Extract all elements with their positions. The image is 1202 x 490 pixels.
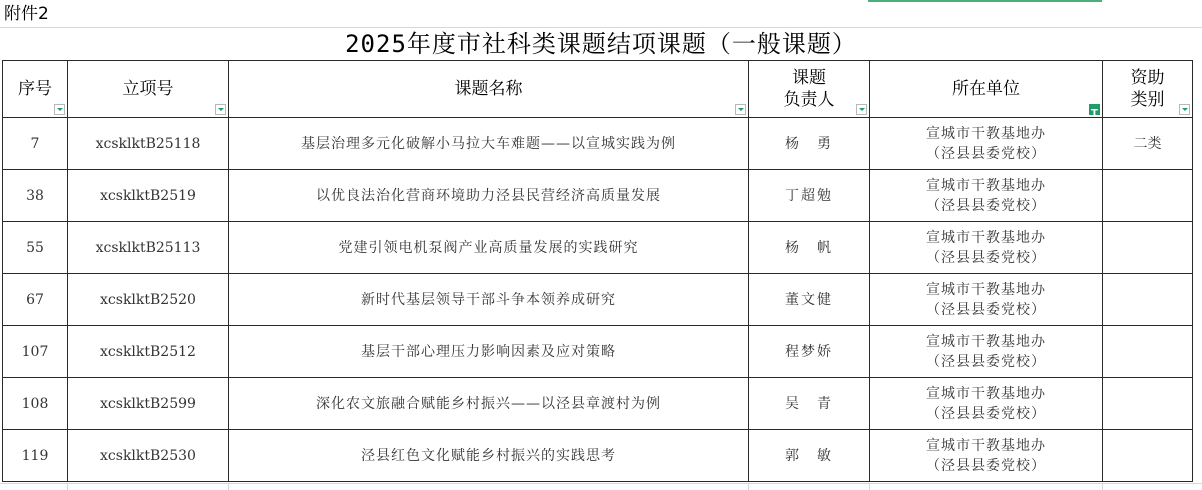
cell-seq[interactable]: 107 [3,326,68,378]
cell-funding[interactable] [1103,170,1193,222]
cell-unit-line1: 宣城市干教基地办 [926,385,1046,402]
cell-code[interactable]: xcsklktB2512 [68,326,229,378]
header-leader-label-line1: 课题 [792,68,826,88]
row-gridline [0,483,1202,484]
table-row [3,274,1193,326]
header-code[interactable] [68,61,229,118]
column-gridline [748,483,749,490]
cell-unit-line2: （泾县县委党校） [926,405,1046,422]
cell-unit[interactable] [870,118,1103,170]
filter-dropdown-icon[interactable] [215,104,226,115]
header-name[interactable] [229,61,749,118]
cell-leader[interactable]: 杨 帆 [749,222,870,274]
cell-seq[interactable]: 67 [3,274,68,326]
cell-name[interactable]: 以优良法治化营商环境助力泾县民营经济高质量发展 [229,170,749,222]
cell-funding[interactable] [1103,222,1193,274]
cell-seq[interactable]: 119 [3,430,68,482]
cell-name[interactable]: 深化农文旅融合赋能乡村振兴——以泾县章渡村为例 [229,378,749,430]
table-row [3,170,1193,222]
header-seq[interactable] [3,61,68,118]
filter-active-icon[interactable] [1089,104,1100,115]
cell-leader[interactable]: 吴 青 [749,378,870,430]
project-table [2,60,1193,482]
cell-unit-line2: （泾县县委党校） [926,457,1046,474]
cell-unit-line1: 宣城市干教基地办 [926,125,1046,142]
cell-seq[interactable]: 55 [3,222,68,274]
header-unit[interactable] [870,61,1103,118]
table-row [3,326,1193,378]
cell-unit[interactable] [870,274,1103,326]
filter-dropdown-icon[interactable] [856,104,867,115]
cell-funding[interactable] [1103,326,1193,378]
cell-leader[interactable]: 董文健 [749,274,870,326]
column-gridline [67,483,68,490]
cell-code[interactable]: xcsklktB2519 [68,170,229,222]
cell-selection-indicator [868,0,1102,2]
cell-code[interactable]: xcsklktB25113 [68,222,229,274]
cell-seq[interactable]: 108 [3,378,68,430]
cell-leader[interactable]: 丁超勉 [749,170,870,222]
header-code-label: 立项号 [122,79,174,99]
cell-name[interactable]: 党建引领电机泵阀产业高质量发展的实践研究 [229,222,749,274]
cell-unit-line2: （泾县县委党校） [926,145,1046,162]
cell-funding[interactable]: 二类 [1103,118,1193,170]
attachment-label[interactable]: 附件2 [4,4,49,24]
header-unit-label: 所在单位 [952,79,1020,99]
cell-funding[interactable] [1103,430,1193,482]
cell-seq[interactable]: 7 [3,118,68,170]
cell-funding[interactable] [1103,378,1193,430]
cell-unit-line2: （泾县县委党校） [926,249,1046,266]
header-name-label: 课题名称 [454,79,523,99]
cell-unit[interactable] [870,170,1103,222]
header-row [3,61,1193,118]
cell-unit-line2: （泾县县委党校） [926,353,1046,370]
cell-unit[interactable] [870,378,1103,430]
cell-name[interactable]: 基层干部心理压力影响因素及应对策略 [229,326,749,378]
cell-unit-line2: （泾县县委党校） [926,197,1046,214]
header-funding[interactable] [1103,61,1193,118]
column-gridline [1102,483,1103,490]
table-row [3,430,1193,482]
column-gridline [869,483,870,490]
cell-name[interactable]: 基层治理多元化破解小马拉大车难题——以宣城实践为例 [229,118,749,170]
cell-unit[interactable] [870,222,1103,274]
header-funding-label-line1: 资助 [1130,68,1165,88]
cell-unit-line1: 宣城市干教基地办 [926,281,1046,298]
cell-leader[interactable]: 郭 敏 [749,430,870,482]
cell-code[interactable]: xcsklktB2530 [68,430,229,482]
cell-leader[interactable]: 杨 勇 [749,118,870,170]
cell-unit[interactable] [870,326,1103,378]
column-gridline [228,483,229,490]
cell-unit[interactable] [870,430,1103,482]
cell-unit-line1: 宣城市干教基地办 [926,333,1046,350]
cell-code[interactable]: xcsklktB25118 [68,118,229,170]
header-leader-label-line2: 负责人 [783,90,835,110]
header-seq-label: 序号 [18,79,52,99]
filter-dropdown-icon[interactable] [735,104,746,115]
cell-code[interactable]: xcsklktB2599 [68,378,229,430]
header-leader[interactable] [749,61,870,118]
table-row [3,378,1193,430]
cell-unit-line2: （泾县县委党校） [926,301,1046,318]
cell-funding[interactable] [1103,274,1193,326]
filter-dropdown-icon[interactable] [1179,104,1190,115]
cell-seq[interactable]: 38 [3,170,68,222]
cell-name[interactable]: 新时代基层领导干部斗争本领养成研究 [229,274,749,326]
cell-leader[interactable]: 程梦娇 [749,326,870,378]
cell-unit-line1: 宣城市干教基地办 [926,437,1046,454]
cell-code[interactable]: xcsklktB2520 [68,274,229,326]
table-row [3,222,1193,274]
filter-dropdown-icon[interactable] [54,104,65,115]
header-funding-label-line2: 类别 [1130,90,1165,110]
table-row [3,118,1193,170]
cell-unit-line1: 宣城市干教基地办 [926,177,1046,194]
sheet-title[interactable]: 2025年度市社科类课题结项课题（一般课题） [345,30,857,58]
cell-name[interactable]: 泾县红色文化赋能乡村振兴的实践思考 [229,430,749,482]
cell-unit-line1: 宣城市干教基地办 [926,229,1046,246]
